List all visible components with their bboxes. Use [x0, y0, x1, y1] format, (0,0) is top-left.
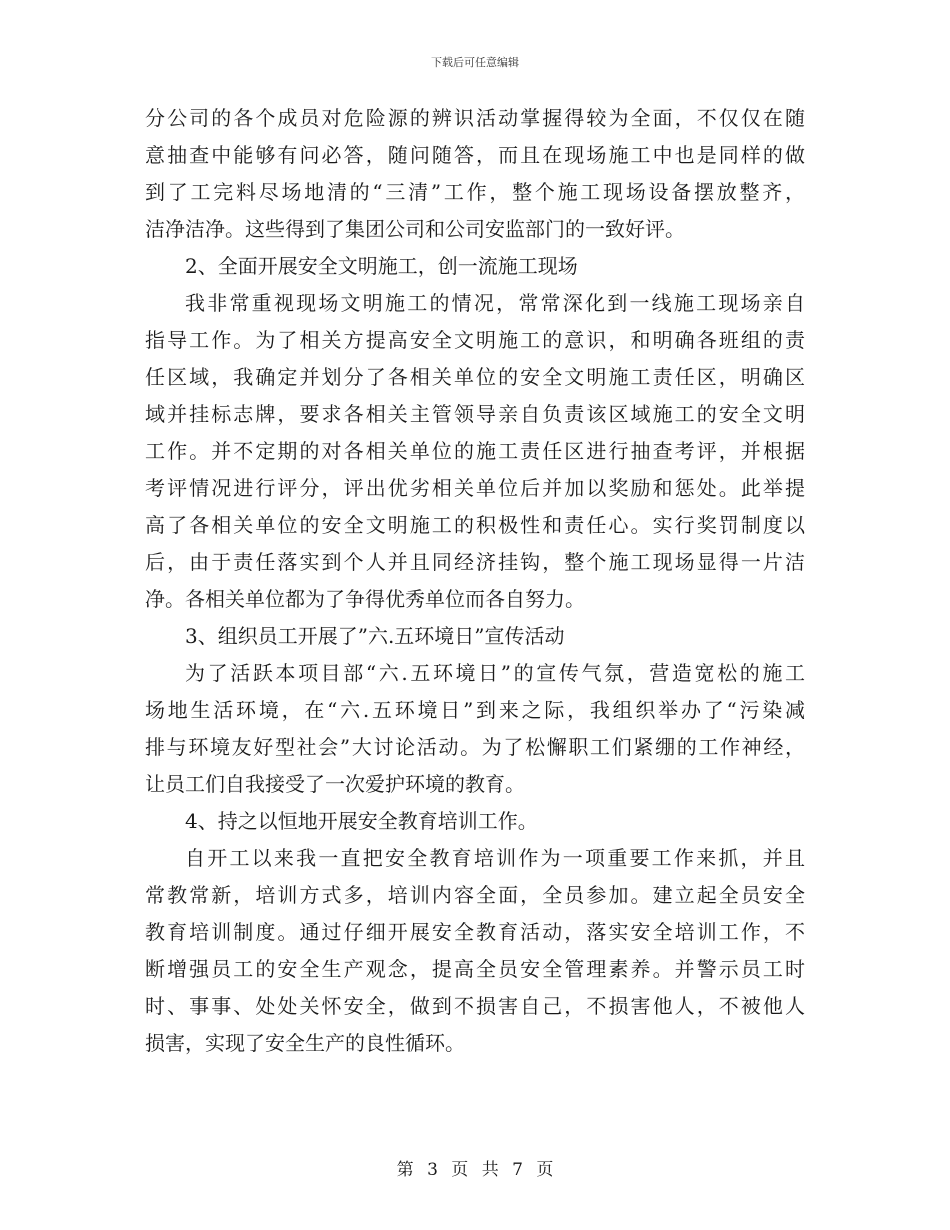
text-line: 后，由于责任落实到个人并且同经济挂钩，整个施工现场显得一片洁	[145, 550, 805, 574]
footer-total-pages: 7	[512, 1160, 523, 1180]
text-line: 任区域，我确定并划分了各相关单位的安全文明施工责任区，明确区	[145, 365, 805, 389]
text-line: 4、持之以恒地开展安全教育培训工作。	[185, 809, 538, 833]
text-line: 损害，实现了安全生产的良性循环。	[145, 1031, 465, 1055]
text-line: 到了工完料尽场地清的“三清”工作，整个施工现场设备摆放整齐，	[145, 180, 805, 204]
footer-total-word: 共	[481, 1160, 499, 1180]
text-line: 断增强员工的安全生产观念，提高全员安全管理素养。并警示员工时	[145, 957, 805, 981]
text-line: 场地生活环境，在“六.五环境日”到来之际，我组织举办了“污染减	[145, 698, 805, 722]
page-header: 下载后可任意编辑	[431, 56, 519, 69]
text-line: 常教常新，培训方式多，培训内容全面，全员参加。建立起全员安全	[145, 883, 805, 907]
text-line: 高了各相关单位的安全文明施工的积极性和责任心。实行奖罚制度以	[145, 513, 805, 537]
text-line: 我非常重视现场文明施工的情况，常常深化到一线施工现场亲自	[185, 291, 805, 315]
text-line: 洁净洁净。这些得到了集团公司和公司安监部门的一致好评。	[145, 217, 685, 241]
footer-suffix: 页	[536, 1160, 554, 1180]
text-line: 2、全面开展安全文明施工，创一流施工现场	[185, 254, 578, 278]
text-line: 工作。并不定期的对各相关单位的施工责任区进行抽查考评，并根据	[145, 439, 805, 463]
text-line: 域并挂标志牌，要求各相关主管领导亲自负责该区域施工的安全文明	[145, 402, 805, 426]
text-line: 教育培训制度。通过仔细开展安全教育活动，落实安全培训工作，不	[145, 920, 805, 944]
text-line: 时、事事、处处关怀安全，做到不损害自己，不损害他人，不被他人	[145, 994, 805, 1018]
text-line: 自开工以来我一直把安全教育培训作为一项重要工作来抓，并且	[185, 846, 805, 870]
footer-page-word: 页	[451, 1160, 469, 1180]
text-line: 考评情况进行评分，评出优劣相关单位后并加以奖励和惩处。此举提	[145, 476, 805, 500]
text-line: 为了活跃本项目部“六.五环境日”的宣传气氛，营造宽松的施工	[185, 661, 805, 685]
page-footer	[0, 1155, 950, 1180]
document-body	[145, 100, 805, 1062]
text-line: 排与环境友好型社会”大讨论活动。为了松懈职工们紧绷的工作神经，	[145, 735, 805, 759]
text-line: 净。各相关单位都为了争得优秀单位而各自努力。	[145, 587, 585, 611]
text-line: 指导工作。为了相关方提高安全文明施工的意识，和明确各班组的责	[145, 328, 805, 352]
footer-prefix: 第	[396, 1160, 414, 1180]
text-line: 3、组织员工开展了”六.五环境日”宣传活动	[185, 624, 565, 648]
text-line: 分公司的各个成员对危险源的辨识活动掌握得较为全面，不仅仅在随	[145, 106, 805, 130]
text-line: 意抽查中能够有问必答，随问随答，而且在现场施工中也是同样的做	[145, 143, 805, 167]
footer-page-number: 3	[427, 1160, 438, 1180]
text-line: 让员工们自我接受了一次爱护环境的教育。	[145, 772, 525, 796]
